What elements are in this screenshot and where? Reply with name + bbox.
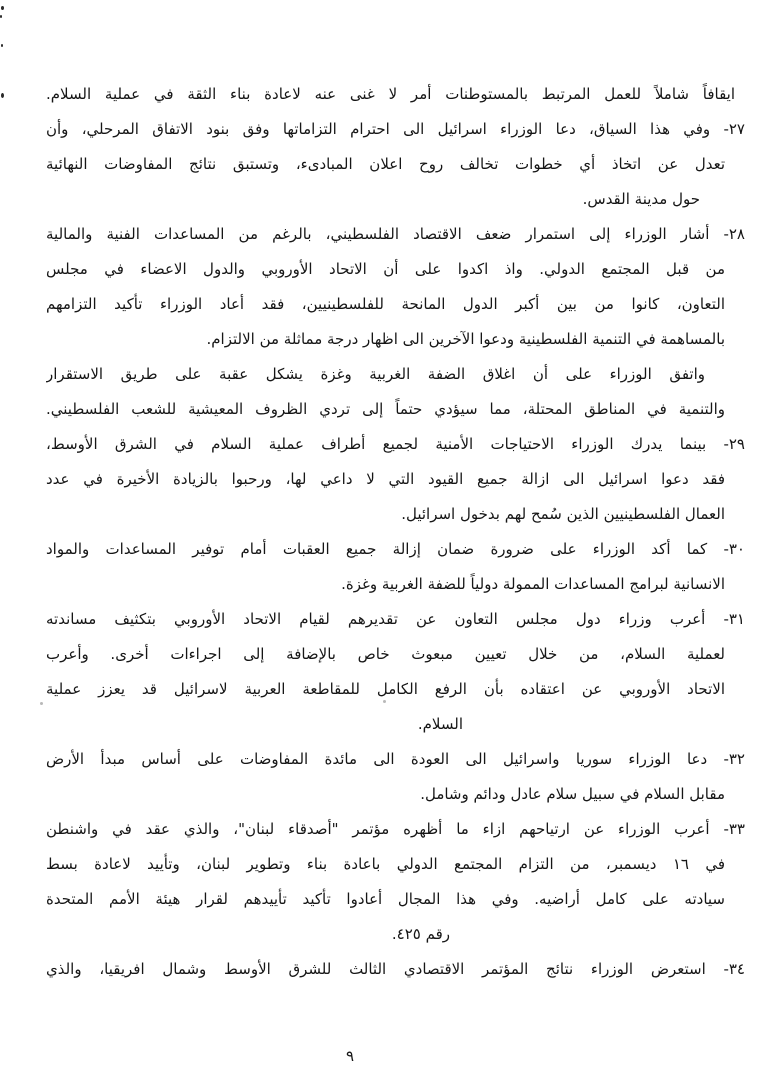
text-line: واتفق الوزراء على أن اغلاق الضفة الغربية وغزة يشكل عقبة على طريق الاستقرار: [46, 365, 705, 383]
text-line: ٣٤- استعرض الوزراء نتائج المؤتمر الاقتصادي الثالث للشرق الأوسط وشمال افريقيا، والذي: [46, 960, 745, 978]
text-line: ٣٠- كما أكد الوزراء على ضرورة ضمان إزالة جميع العقبات أمام توفير المساعدات والمواد: [46, 540, 745, 558]
text-line: من قبل المجتمع الدولي. واذ اكدوا على أن الاتحاد الأوروبي والدول الاعضاء في مجلس: [46, 260, 725, 278]
scan-speck: [40, 702, 43, 705]
text-line: فقد دعوا اسرائيل الى ازالة جميع القيود التي لا داعي لها، ورحبوا بالزيادة الأخيرة في عدد: [46, 470, 725, 488]
text-line: الانسانية لبرامج المساعدات الممولة دولياً للضفة الغربية وغزة.: [341, 575, 725, 593]
text-line: ايقافاً شاملاً للعمل المرتبط بالمستوطنات أمر لا غنى عنه لاعادة بناء الثقة في عملية السلام.: [46, 85, 735, 103]
text-line: حول مدينة القدس.: [582, 190, 700, 208]
text-line: ٣٢- دعا الوزراء سوريا واسرائيل الى العودة الى مائدة المفاوضات على أساس مبدأ الأرض: [46, 750, 745, 768]
text-line: لعملية السلام، من خلال تعيين مبعوث خاص بالإضافة إلى اجراءات أخرى. وأعرب: [46, 645, 725, 663]
text-line: في ١٦ ديسمبر، من التزام المجتمع الدولي باعادة بناء وتطوير لبنان، وتأييد لاعادة بسط: [46, 855, 725, 873]
text-line: ٢٨- أشار الوزراء إلى استمرار ضعف الاقتصاد الفلسطيني، بالرغم من المساعدات الفنية والمالية: [46, 225, 745, 243]
text-line: ٢٩- بينما يدرك الوزراء الاحتياجات الأمنية لجميع أطراف عملية السلام في الشرق الأوسط،: [46, 435, 745, 453]
text-line: مقابل السلام في سبيل سلام عادل ودائم وشامل.: [420, 785, 725, 803]
text-line: بالمساهمة في التنمية الفلسطينية ودعوا الآخرين الى اظهار درجة مماثلة من الالتزام.: [206, 330, 725, 348]
text-line: العمال الفلسطينيين الذين سُمح لهم بدخول اسرائيل.: [401, 505, 725, 523]
text-line: التعاون، كانوا من بين أكبر الدول المانحة للفلسطينيين، فقد أعاد الوزراء تأكيد التزامهم: [46, 295, 725, 313]
text-line: رقم ٤٢٥.: [391, 925, 450, 943]
scan-speck: [0, 15, 2, 18]
document-text: [46, 77, 745, 987]
scan-speck: [1, 44, 3, 47]
text-line: والتنمية في المناطق المحتلة، مما سيؤدي حتماً إلى تردي الظروف المعيشية للشعب الفلسطيني.: [46, 400, 725, 418]
text-line: ٣٣- أعرب الوزراء عن ارتياحهم ازاء ما أظهره مؤتمر "أصدقاء لبنان"، والذي عقد في واشنطن: [46, 820, 745, 838]
scan-speck: [1, 6, 4, 10]
text-line: سيادته على كامل أراضيه. وفي هذا المجال أعادوا تأكيد تأييدهم لقرار هيئة الأمم المتحدة: [46, 890, 725, 908]
text-line: ٢٧- وفي هذا السياق، دعا الوزراء اسرائيل الى احترام التزاماتها وفق بنود الاتفاق المرحلي، وأن: [46, 120, 745, 138]
text-line: ٣١- أعرب وزراء دول مجلس التعاون عن تقديرهم لقيام الاتحاد الأوروبي بتكثيف مساندته: [46, 610, 745, 628]
page-number: ٩: [345, 1047, 355, 1065]
scan-speck: [1, 93, 4, 98]
text-line: الاتحاد الأوروبي عن اعتقاده بأن الرفع الكامل للمقاطعة العربية لاسرائيل قد يعزز عملية: [46, 680, 725, 698]
text-line: السلام.: [417, 715, 463, 733]
text-line: تعدل عن اتخاذ أي خطوات تخالف روح اعلان المبادىء، وتستبق نتائج المفاوضات النهائية: [46, 155, 725, 173]
